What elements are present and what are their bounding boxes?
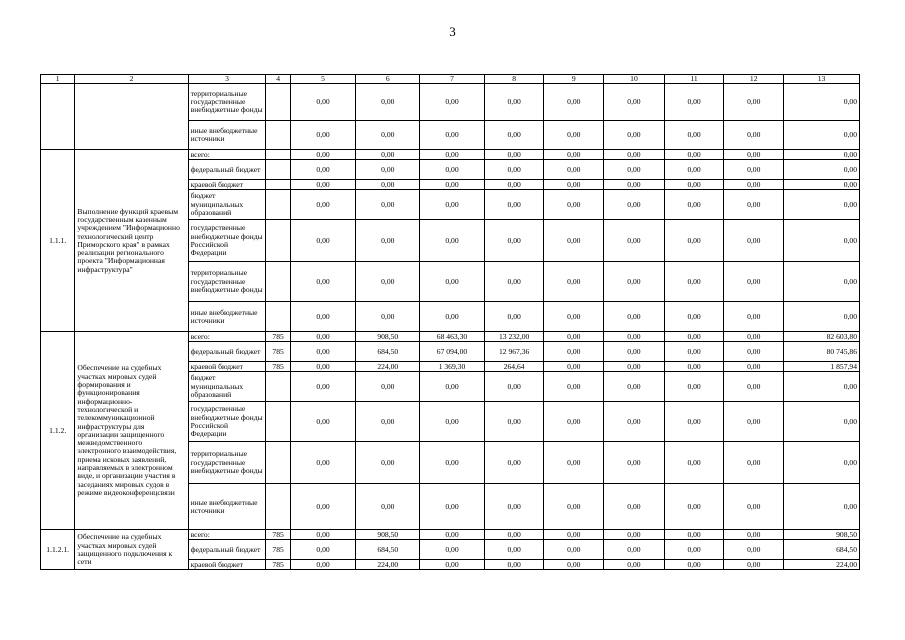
budget-code: 785 [266,540,290,560]
value-cell: 0,00 [544,342,604,362]
funding-source: краевой бюджет [188,560,266,570]
value-cell: 0,00 [290,160,356,180]
value-cell: 0,00 [484,190,544,220]
item-description: Обеспечение на судебных участках мировых судей формирования и функционирования информационно-технологической и телекоммуникационной инфраструктуры для организации защищенного межведомственного электронного взаимодействия, приема исковых заявлений, направляемых в электронном виде, и организации участия в заседаниях мировых судов в режиме видеоконференцсвязи [75,332,188,530]
value-cell: 0,00 [484,150,544,160]
value-cell: 0,00 [664,160,724,180]
value-cell: 0,00 [356,84,420,121]
value-cell: 0,00 [544,362,604,372]
value-cell: 0,00 [664,332,724,342]
value-cell: 0,00 [664,372,724,402]
value-cell: 684,50 [356,540,420,560]
value-cell: 0,00 [290,180,356,190]
value-cell: 82 603,80 [784,332,860,342]
value-cell: 0,00 [484,180,544,190]
value-cell: 0,00 [544,180,604,190]
budget-code: 785 [266,332,290,342]
budget-code [266,484,290,530]
value-cell: 0,00 [290,302,356,332]
value-cell: 0,00 [784,84,860,121]
budget-table [40,74,860,570]
value-cell: 0,00 [290,484,356,530]
value-cell: 0,00 [724,362,784,372]
value-cell: 0,00 [290,530,356,540]
value-cell: 0,00 [604,362,665,372]
budget-code [266,442,290,484]
value-cell: 0,00 [356,402,420,442]
value-cell: 0,00 [420,530,485,540]
value-cell: 0,00 [544,484,604,530]
funding-source: краевой бюджет [188,362,266,372]
funding-source: территориальные государственные внебюджетные фонды [188,262,266,302]
value-cell: 0,00 [724,530,784,540]
budget-code [266,262,290,302]
value-cell: 0,00 [290,332,356,342]
budget-code [266,402,290,442]
value-cell: 0,00 [420,372,485,402]
col-header: 12 [724,75,784,84]
col-header: 9 [544,75,604,84]
value-cell: 224,00 [356,362,420,372]
value-cell: 0,00 [420,560,485,570]
value-cell: 0,00 [544,332,604,342]
value-cell: 0,00 [604,220,665,262]
value-cell: 0,00 [420,442,485,484]
value-cell: 0,00 [724,84,784,121]
value-cell: 68 463,30 [420,332,485,342]
page-number: 3 [449,24,456,39]
value-cell: 0,00 [784,180,860,190]
value-cell: 0,00 [664,362,724,372]
value-cell: 0,00 [420,121,485,150]
value-cell: 0,00 [664,180,724,190]
value-cell: 0,00 [784,190,860,220]
value-cell: 1 369,30 [420,362,485,372]
value-cell: 0,00 [724,484,784,530]
value-cell: 0,00 [724,180,784,190]
value-cell: 0,00 [484,442,544,484]
col-header: 3 [188,75,266,84]
value-cell: 0,00 [604,332,665,342]
budget-code: 785 [266,530,290,540]
budget-code [266,150,290,160]
value-cell: 0,00 [724,160,784,180]
value-cell: 0,00 [484,220,544,262]
value-cell: 0,00 [544,84,604,121]
col-header: 6 [356,75,420,84]
value-cell: 0,00 [420,402,485,442]
funding-source: государственные внебюджетные фонды Российской Федерации [188,402,266,442]
budget-code [266,220,290,262]
value-cell: 0,00 [724,372,784,402]
value-cell: 0,00 [664,530,724,540]
value-cell: 0,00 [784,160,860,180]
value-cell: 0,00 [724,540,784,560]
item-description: Обеспечение на судебных участках мировых судей защищенного подключения к сети [75,530,188,570]
value-cell: 0,00 [724,190,784,220]
value-cell: 0,00 [784,262,860,302]
value-cell: 0,00 [664,121,724,150]
value-cell: 0,00 [544,442,604,484]
value-cell: 0,00 [356,160,420,180]
col-header: 4 [266,75,290,84]
value-cell: 0,00 [664,484,724,530]
value-cell: 0,00 [724,262,784,302]
value-cell: 0,00 [664,442,724,484]
value-cell: 0,00 [544,121,604,150]
funding-source: территориальные государственные внебюджетные фонды [188,442,266,484]
table-row [41,84,860,121]
value-cell: 0,00 [484,402,544,442]
value-cell: 0,00 [724,402,784,442]
value-cell: 0,00 [664,342,724,362]
col-header: 2 [75,75,188,84]
budget-code [266,190,290,220]
value-cell: 0,00 [604,372,665,402]
value-cell: 0,00 [420,540,485,560]
value-cell: 0,00 [484,302,544,332]
value-cell: 13 232,00 [484,332,544,342]
col-header: 10 [604,75,665,84]
col-header: 5 [290,75,356,84]
value-cell: 0,00 [544,160,604,180]
budget-code: 785 [266,342,290,362]
item-code: 1.1.2.1. [41,530,75,570]
value-cell: 0,00 [604,484,665,530]
value-cell: 224,00 [784,560,860,570]
value-cell: 0,00 [356,190,420,220]
value-cell: 0,00 [420,262,485,302]
funding-source: всего: [188,332,266,342]
value-cell: 67 094,00 [420,342,485,362]
value-cell: 0,00 [604,342,665,362]
value-cell: 80 745,86 [784,342,860,362]
value-cell: 0,00 [544,560,604,570]
value-cell: 0,00 [290,560,356,570]
value-cell: 0,00 [724,220,784,262]
value-cell: 0,00 [484,530,544,540]
funding-source: федеральный бюджет [188,540,266,560]
value-cell: 0,00 [420,220,485,262]
value-cell: 0,00 [784,484,860,530]
value-cell: 0,00 [356,302,420,332]
value-cell: 0,00 [724,560,784,570]
value-cell: 0,00 [604,302,665,332]
value-cell: 0,00 [356,484,420,530]
budget-code [266,302,290,332]
funding-source: бюджет муниципальных образований [188,372,266,402]
value-cell: 0,00 [544,372,604,402]
value-cell: 0,00 [784,402,860,442]
value-cell: 0,00 [484,84,544,121]
value-cell: 0,00 [544,220,604,262]
item-description: Выполнение функций краевым государственным казенным учреждением "Информационно технологический центр Приморского края" в рамках реализации регионального проекта "Информационная инфраструктура" [75,150,188,332]
value-cell: 0,00 [484,262,544,302]
value-cell: 0,00 [604,402,665,442]
value-cell: 0,00 [290,402,356,442]
value-cell: 0,00 [290,362,356,372]
value-cell: 0,00 [664,540,724,560]
value-cell: 0,00 [664,150,724,160]
value-cell: 0,00 [784,150,860,160]
value-cell: 0,00 [544,190,604,220]
value-cell: 0,00 [604,121,665,150]
budget-code [266,121,290,150]
table-body [41,75,860,570]
table-row [41,530,860,540]
value-cell: 0,00 [420,484,485,530]
value-cell: 0,00 [784,442,860,484]
item-code [41,84,75,150]
funding-source: федеральный бюджет [188,160,266,180]
col-header: 7 [420,75,485,84]
value-cell: 0,00 [420,160,485,180]
value-cell: 0,00 [724,442,784,484]
item-code: 1.1.2. [41,332,75,530]
value-cell: 0,00 [290,150,356,160]
value-cell: 0,00 [290,342,356,362]
value-cell: 908,50 [784,530,860,540]
value-cell: 0,00 [604,442,665,484]
value-cell: 0,00 [290,262,356,302]
value-cell: 0,00 [484,540,544,560]
value-cell: 0,00 [604,190,665,220]
value-cell: 684,50 [356,342,420,362]
funding-source: краевой бюджет [188,180,266,190]
budget-code [266,180,290,190]
value-cell: 0,00 [420,302,485,332]
col-header: 11 [664,75,724,84]
value-cell: 0,00 [290,121,356,150]
value-cell: 0,00 [484,560,544,570]
value-cell: 908,50 [356,530,420,540]
value-cell: 0,00 [664,220,724,262]
table-row [41,332,860,342]
budget-code [266,84,290,121]
value-cell: 0,00 [356,372,420,402]
value-cell: 0,00 [290,540,356,560]
value-cell: 0,00 [604,150,665,160]
value-cell: 0,00 [604,180,665,190]
value-cell: 0,00 [484,160,544,180]
value-cell: 0,00 [544,402,604,442]
value-cell: 0,00 [544,150,604,160]
value-cell: 0,00 [604,560,665,570]
value-cell: 0,00 [724,332,784,342]
column-number-header-row [41,75,860,84]
funding-source: территориальные государственные внебюджетные фонды [188,84,266,121]
value-cell: 0,00 [784,220,860,262]
value-cell: 0,00 [784,372,860,402]
value-cell: 0,00 [290,442,356,484]
budget-code [266,372,290,402]
value-cell: 0,00 [356,150,420,160]
value-cell: 0,00 [420,150,485,160]
value-cell: 0,00 [484,121,544,150]
value-cell: 0,00 [544,540,604,560]
funding-source: всего: [188,530,266,540]
value-cell: 0,00 [544,530,604,540]
value-cell: 0,00 [604,262,665,302]
value-cell: 0,00 [544,262,604,302]
value-cell: 0,00 [664,302,724,332]
budget-code [266,160,290,180]
funding-source: иные внебюджетные источники [188,484,266,530]
value-cell: 0,00 [356,180,420,190]
table-row [41,150,860,160]
value-cell: 0,00 [604,530,665,540]
funding-source: иные внебюджетные источники [188,121,266,150]
value-cell: 0,00 [664,262,724,302]
funding-source: иные внебюджетные источники [188,302,266,332]
value-cell: 0,00 [290,220,356,262]
value-cell: 0,00 [664,190,724,220]
value-cell: 0,00 [290,84,356,121]
budget-code: 785 [266,560,290,570]
budget-code: 785 [266,362,290,372]
value-cell: 0,00 [724,121,784,150]
col-header: 8 [484,75,544,84]
value-cell: 0,00 [356,121,420,150]
value-cell: 0,00 [484,484,544,530]
value-cell: 0,00 [604,84,665,121]
value-cell: 0,00 [604,160,665,180]
value-cell: 908,50 [356,332,420,342]
value-cell: 0,00 [784,302,860,332]
value-cell: 0,00 [724,342,784,362]
value-cell: 264,64 [484,362,544,372]
funding-source: государственные внебюджетные фонды Российской Федерации [188,220,266,262]
value-cell: 0,00 [724,302,784,332]
value-cell: 0,00 [784,121,860,150]
value-cell: 0,00 [724,150,784,160]
item-description [75,84,188,150]
col-header: 1 [41,75,75,84]
funding-source: федеральный бюджет [188,342,266,362]
value-cell: 1 857,94 [784,362,860,372]
value-cell: 0,00 [604,540,665,560]
value-cell: 224,00 [356,560,420,570]
value-cell: 0,00 [420,84,485,121]
value-cell: 0,00 [664,402,724,442]
value-cell: 684,50 [784,540,860,560]
funding-source: всего: [188,150,266,160]
value-cell: 0,00 [664,84,724,121]
item-code: 1.1.1. [41,150,75,332]
value-cell: 0,00 [356,442,420,484]
value-cell: 0,00 [544,302,604,332]
value-cell: 0,00 [356,220,420,262]
col-header: 13 [784,75,860,84]
value-cell: 0,00 [290,372,356,402]
value-cell: 0,00 [664,560,724,570]
value-cell: 0,00 [290,190,356,220]
value-cell: 0,00 [356,262,420,302]
value-cell: 12 967,36 [484,342,544,362]
value-cell: 0,00 [484,372,544,402]
value-cell: 0,00 [420,190,485,220]
value-cell: 0,00 [420,180,485,190]
funding-source: бюджет муниципальных образований [188,190,266,220]
